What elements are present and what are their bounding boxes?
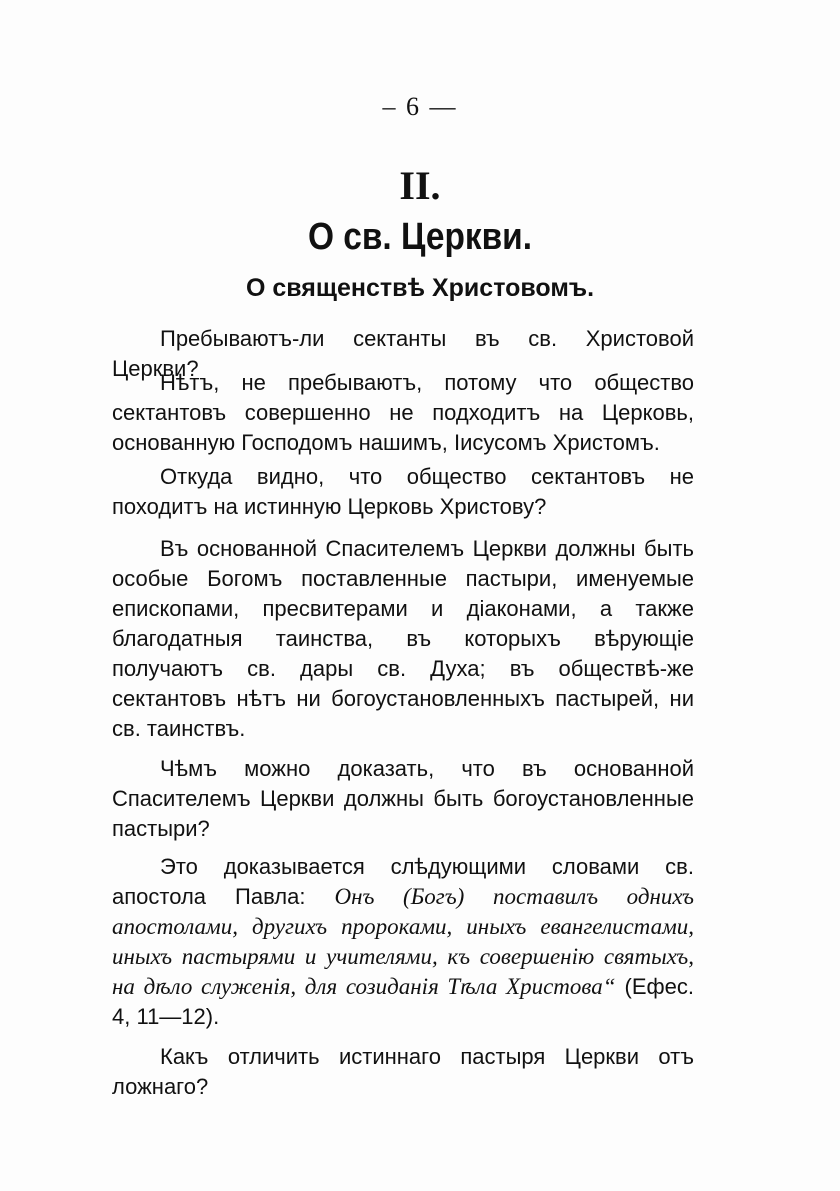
chapter-title: О св. Церкви. <box>307 216 533 258</box>
question-paragraph-3: Чѣмъ можно доказать, что въ основанной Спасителемъ Церкви должны быть богоустановленные пастыри? <box>112 756 694 841</box>
chapter-numeral: II. <box>399 163 441 208</box>
question-paragraph-1: Пребываютъ-ли сектанты въ св. Христовой Церкви? <box>112 326 694 381</box>
question-paragraph-4: Какъ отличить истиннаго пастыря Церкви отъ ложнаго? <box>112 1044 694 1099</box>
question-paragraph-2: Откуда видно, что общество сектантовъ не походитъ на истинную Церковь Христову? <box>112 464 694 519</box>
section-title: О священствѣ Христовомъ. <box>245 274 595 302</box>
page-number: – 6 — <box>382 92 458 121</box>
answer-paragraph-2: Въ основанной Спасителемъ Церкви должны быть особые Богомъ поставленные пастыри, именуемые епископами, пресвитерами и діаконами, а также благодатныя таинства, въ которыхъ вѣрующіе получаютъ св. дары св. Духа; въ обществѣ-же сектантовъ нѣтъ ни богоустановленныхъ пастырей, ни св. таинствъ. <box>112 536 694 741</box>
answer-paragraph-3 <box>112 852 694 1032</box>
answer-paragraph-1: Нѣтъ, не пребываютъ, потому что общество сектантовъ совершенно не подходитъ на Церковь, основанную Господомъ нашимъ, Іисусомъ Христомъ. <box>112 370 694 455</box>
answer-intro-text: Это доказывается слѣдующими словами св. апостола Павла: <box>112 854 694 909</box>
scripture-reference: (Ефес. 4, 11—12). <box>112 974 694 1029</box>
scripture-quote: Онъ (Богъ) поставилъ однихъ апостолами, другихъ пророками, иныхъ евангелистами, иныхъ пастырями и учителями, къ совершенію святыхъ, на дѣло служенія, для созиданія Тѣла Христова“ <box>112 884 694 999</box>
